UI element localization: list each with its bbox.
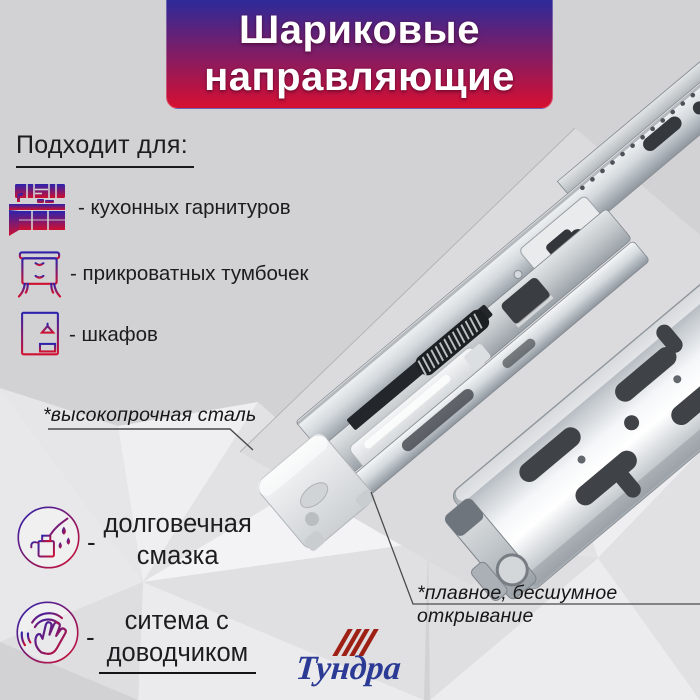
feature-dash: -: [86, 622, 95, 652]
title-line2: направляющие: [204, 55, 515, 99]
feature-lubrication: [16, 505, 256, 573]
smooth-callout-label: *плавное, бесшумное открывание: [417, 582, 618, 627]
feature-label-line1: долговечная: [103, 510, 252, 538]
brand-name: Тундра: [294, 650, 403, 687]
list-item-wardrobe: [18, 310, 158, 359]
steel-callout-label: *высокопрочная сталь: [43, 404, 257, 426]
feature-soft-close: [15, 600, 255, 674]
feature-label-line2: смазка: [136, 541, 219, 570]
hand-icon: [15, 600, 80, 665]
item-label: - кухонных гарнитуров: [78, 196, 291, 219]
brand-logo: [296, 629, 416, 688]
suitable-heading: Подходит для:: [16, 131, 194, 168]
oil-can-icon: [16, 505, 81, 570]
list-item-nightstand: [16, 248, 309, 300]
item-label: - прикроватных тумбочек: [70, 262, 309, 285]
feature-label-line2: доводчиком: [99, 638, 257, 674]
feature-label-line1: ситема с: [124, 607, 229, 635]
kitchen-icon: [7, 180, 71, 236]
wardrobe-icon: [18, 310, 62, 359]
list-item-kitchen: [7, 180, 291, 236]
nightstand-icon: [16, 248, 63, 300]
title-banner: [166, 0, 553, 109]
item-label: - шкафов: [69, 322, 158, 346]
title-line1: Шариковые: [239, 7, 480, 52]
feature-dash: -: [87, 527, 96, 557]
